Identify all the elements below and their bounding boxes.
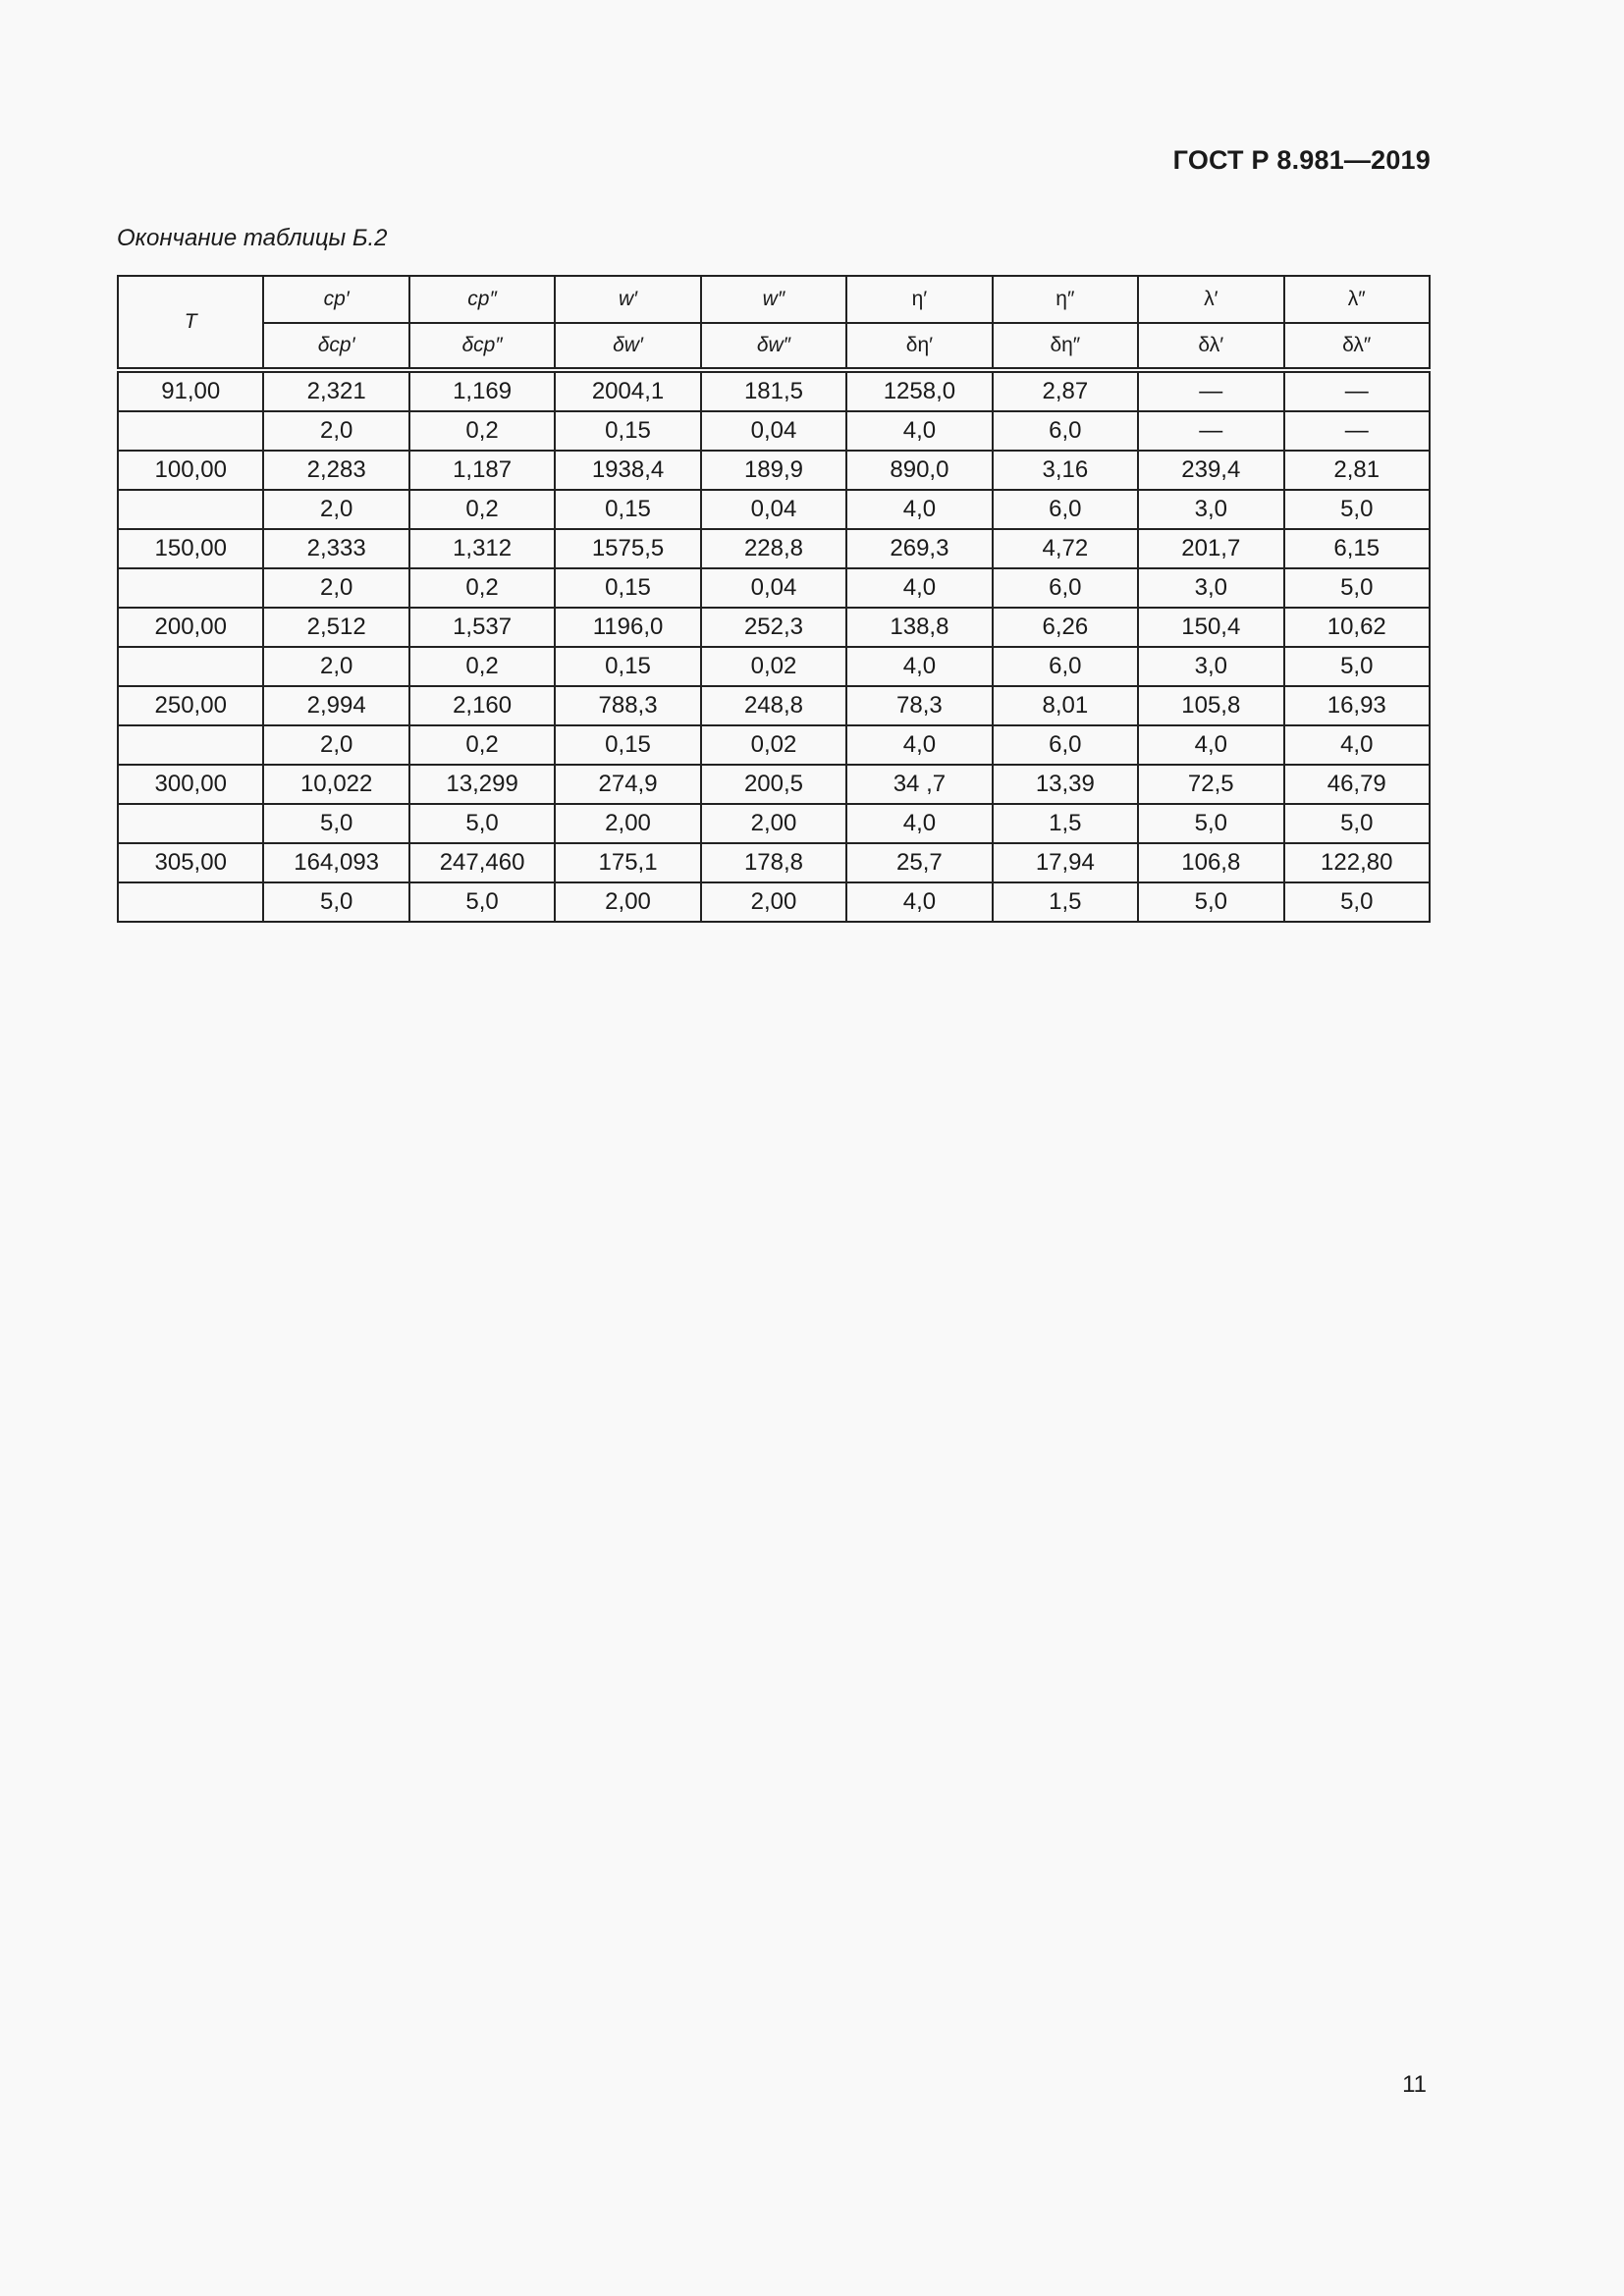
value-cell: 248,8 [701,686,846,725]
value-cell: 228,8 [701,529,846,568]
subheader-cell-delta-cp-prime: δcp′ [263,323,408,370]
value-cell: 5,0 [1138,882,1283,922]
value-cell: 46,79 [1284,765,1431,804]
value-cell: 5,0 [1284,804,1431,843]
temperature-cell: 100,00 [118,451,263,490]
data-table [117,275,1431,923]
value-cell: 4,0 [1138,725,1283,765]
value-cell: 1,5 [993,804,1138,843]
table-header-row [118,276,1430,323]
value-cell: 6,15 [1284,529,1431,568]
value-cell: 5,0 [263,804,408,843]
value-cell: 0,04 [701,490,846,529]
value-cell: 200,5 [701,765,846,804]
value-cell: 189,9 [701,451,846,490]
temperature-cell [118,411,263,451]
subheader-cell-delta-lambda-double-prime: δλ″ [1284,323,1431,370]
subheader-cell-delta-w-prime: δw′ [555,323,700,370]
value-cell: 3,16 [993,451,1138,490]
value-cell: 16,93 [1284,686,1431,725]
value-cell: 122,80 [1284,843,1431,882]
temperature-cell: 91,00 [118,370,263,411]
value-cell: 2,0 [263,411,408,451]
header-cell-cp-double-prime: cp″ [409,276,555,323]
table-row [118,882,1430,922]
table-row [118,490,1430,529]
page-number: 11 [1402,2071,1427,2098]
value-cell: 10,022 [263,765,408,804]
header-cell-T: T [118,276,263,370]
value-cell: 0,15 [555,568,700,608]
header-cell-w-double-prime: w″ [701,276,846,323]
header-cell-lambda-prime: λ′ [1138,276,1283,323]
table-row [118,451,1430,490]
value-cell: 4,0 [846,647,992,686]
value-cell: 890,0 [846,451,992,490]
table-row [118,765,1430,804]
table-row [118,370,1430,411]
value-cell: 5,0 [1284,490,1431,529]
subheader-cell-delta-w-double-prime: δw″ [701,323,846,370]
subheader-cell-delta-cp-double-prime: δcp″ [409,323,555,370]
subheader-cell-delta-lambda-prime: δλ′ [1138,323,1283,370]
value-cell: 5,0 [1284,882,1431,922]
value-cell: 72,5 [1138,765,1283,804]
value-cell: 1575,5 [555,529,700,568]
header-cell-cp-prime: cp′ [263,276,408,323]
value-cell: 4,0 [846,725,992,765]
value-cell: 0,2 [409,725,555,765]
table-row [118,647,1430,686]
table-row [118,843,1430,882]
value-cell: 2,00 [701,804,846,843]
value-cell: 1,5 [993,882,1138,922]
value-cell: 0,2 [409,490,555,529]
value-cell: 2,81 [1284,451,1431,490]
table-subheader-row [118,323,1430,370]
value-cell: 5,0 [409,804,555,843]
value-cell: 6,0 [993,568,1138,608]
table-row [118,568,1430,608]
value-cell: 2,0 [263,725,408,765]
value-cell: 2,994 [263,686,408,725]
value-cell: 0,02 [701,725,846,765]
value-cell: 2,0 [263,568,408,608]
value-cell: 239,4 [1138,451,1283,490]
value-cell: 0,2 [409,568,555,608]
value-cell: 6,0 [993,725,1138,765]
value-cell: 5,0 [1284,647,1431,686]
value-cell: 5,0 [1138,804,1283,843]
value-cell: 181,5 [701,370,846,411]
value-cell: 2,512 [263,608,408,647]
value-cell: 6,0 [993,647,1138,686]
value-cell: 2,333 [263,529,408,568]
table-row [118,804,1430,843]
header-cell-eta-prime: η′ [846,276,992,323]
value-cell: 0,2 [409,647,555,686]
value-cell: 2,00 [555,804,700,843]
table-row [118,608,1430,647]
value-cell: 10,62 [1284,608,1431,647]
table-row [118,725,1430,765]
table-row [118,529,1430,568]
value-cell: 4,0 [846,411,992,451]
value-cell: 0,02 [701,647,846,686]
value-cell: — [1284,370,1431,411]
value-cell: 2,321 [263,370,408,411]
value-cell: 269,3 [846,529,992,568]
value-cell: 150,4 [1138,608,1283,647]
header-cell-lambda-double-prime: λ″ [1284,276,1431,323]
subheader-cell-delta-eta-double-prime: δη″ [993,323,1138,370]
value-cell: 4,0 [846,568,992,608]
value-cell: 2004,1 [555,370,700,411]
value-cell: 1,169 [409,370,555,411]
value-cell: 34 ,7 [846,765,992,804]
value-cell: 0,04 [701,568,846,608]
value-cell: 788,3 [555,686,700,725]
temperature-cell: 200,00 [118,608,263,647]
value-cell: 2,0 [263,647,408,686]
value-cell: 0,15 [555,647,700,686]
table-caption: Окончание таблицы Б.2 [117,225,388,251]
value-cell: 6,26 [993,608,1138,647]
temperature-cell [118,568,263,608]
value-cell: 3,0 [1138,490,1283,529]
temperature-cell [118,725,263,765]
value-cell: 3,0 [1138,647,1283,686]
value-cell: 13,39 [993,765,1138,804]
table-body [118,370,1430,922]
value-cell: 274,9 [555,765,700,804]
table-row [118,686,1430,725]
value-cell: 1196,0 [555,608,700,647]
temperature-cell [118,804,263,843]
value-cell: 17,94 [993,843,1138,882]
value-cell: 5,0 [1284,568,1431,608]
value-cell: 6,0 [993,411,1138,451]
value-cell: 1938,4 [555,451,700,490]
value-cell: 4,72 [993,529,1138,568]
temperature-cell: 300,00 [118,765,263,804]
value-cell: 1258,0 [846,370,992,411]
value-cell: 1,537 [409,608,555,647]
value-cell: 2,160 [409,686,555,725]
header-cell-w-prime: w′ [555,276,700,323]
value-cell: 1,312 [409,529,555,568]
value-cell: 5,0 [409,882,555,922]
temperature-cell [118,490,263,529]
value-cell: 1,187 [409,451,555,490]
value-cell: 178,8 [701,843,846,882]
value-cell: 4,0 [1284,725,1431,765]
value-cell: 6,0 [993,490,1138,529]
value-cell: 2,283 [263,451,408,490]
value-cell: 164,093 [263,843,408,882]
value-cell: 0,15 [555,411,700,451]
value-cell: 25,7 [846,843,992,882]
value-cell: — [1284,411,1431,451]
subheader-cell-delta-eta-prime: δη′ [846,323,992,370]
value-cell: 0,04 [701,411,846,451]
value-cell: 0,15 [555,490,700,529]
value-cell: 175,1 [555,843,700,882]
value-cell: 201,7 [1138,529,1283,568]
value-cell: 13,299 [409,765,555,804]
value-cell: 0,2 [409,411,555,451]
temperature-cell: 250,00 [118,686,263,725]
value-cell: 252,3 [701,608,846,647]
value-cell: 78,3 [846,686,992,725]
value-cell: 138,8 [846,608,992,647]
header-cell-eta-double-prime: η″ [993,276,1138,323]
temperature-cell: 150,00 [118,529,263,568]
temperature-cell [118,882,263,922]
table-row [118,411,1430,451]
value-cell: 247,460 [409,843,555,882]
value-cell: 2,00 [555,882,700,922]
temperature-cell: 305,00 [118,843,263,882]
value-cell: 3,0 [1138,568,1283,608]
value-cell: 5,0 [263,882,408,922]
value-cell: 4,0 [846,490,992,529]
value-cell: 2,00 [701,882,846,922]
value-cell: 8,01 [993,686,1138,725]
value-cell: — [1138,370,1283,411]
value-cell: 105,8 [1138,686,1283,725]
value-cell: 2,0 [263,490,408,529]
document-code: ГОСТ Р 8.981—2019 [1172,145,1431,175]
value-cell: 4,0 [846,804,992,843]
value-cell: 2,87 [993,370,1138,411]
value-cell: 4,0 [846,882,992,922]
value-cell: 0,15 [555,725,700,765]
value-cell: 106,8 [1138,843,1283,882]
value-cell: — [1138,411,1283,451]
temperature-cell [118,647,263,686]
